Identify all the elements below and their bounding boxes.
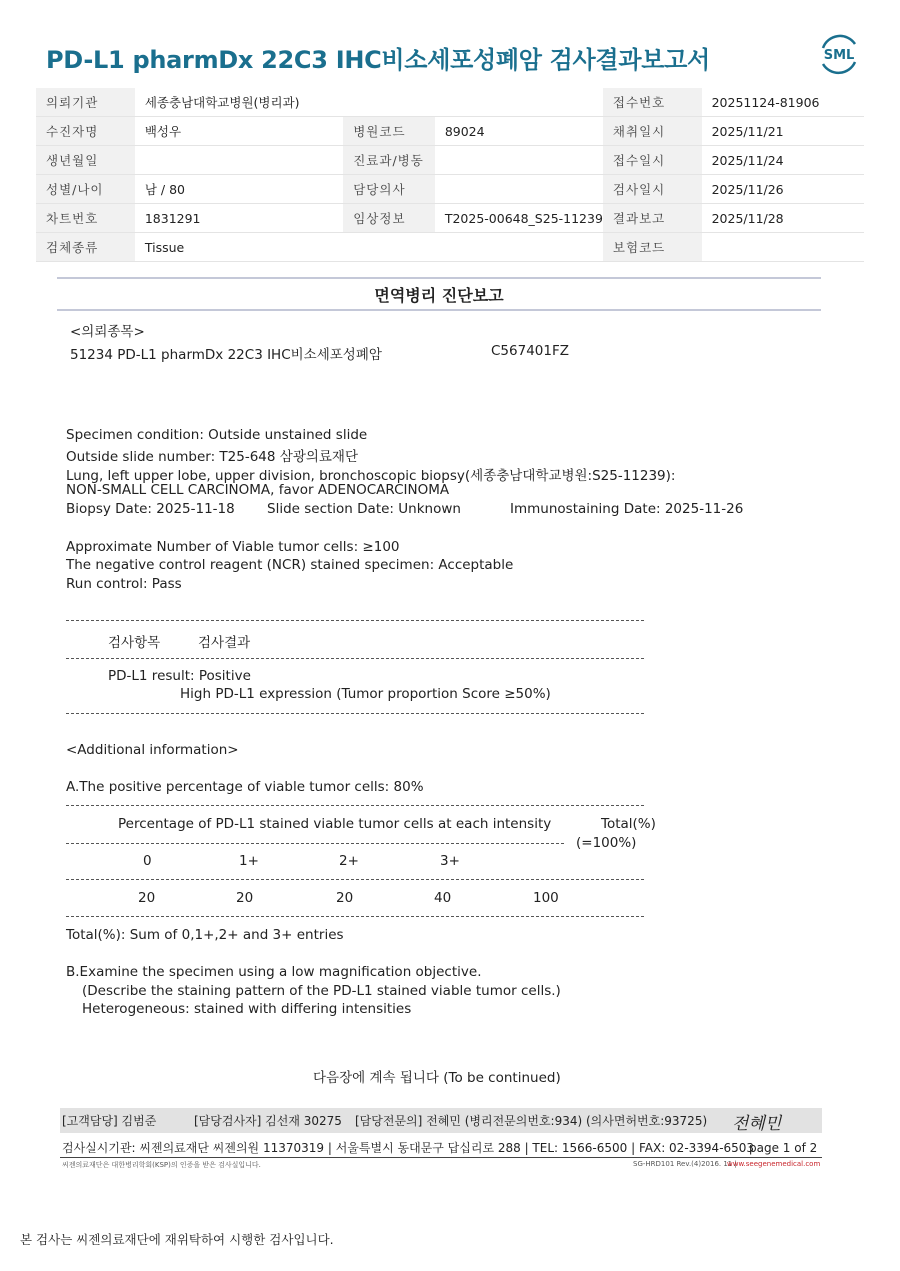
info-row — [36, 204, 864, 233]
info-value — [435, 146, 603, 175]
info-label: 결과보고 — [603, 204, 702, 233]
info-row — [36, 233, 864, 262]
info-value: 1831291 — [135, 204, 343, 233]
info-value: 2025/11/21 — [702, 117, 864, 146]
b-title: B.Examine the specimen using a low magnification objective. — [66, 964, 482, 980]
section-title: 면역병리 진단보고 — [374, 286, 504, 305]
info-value: 남 / 80 — [135, 175, 343, 204]
additional-label: <Additional information> — [66, 742, 239, 758]
dashed-rule — [66, 916, 644, 917]
biopsy-date: Biopsy Date: 2025-11-18 — [66, 501, 235, 517]
qc-line: Run control: Pass — [66, 576, 182, 592]
info-row — [36, 175, 864, 204]
intensity-value: 20 — [336, 890, 354, 906]
dashed-rule — [66, 658, 644, 659]
info-value: T2025-00648_S25-11239 — [435, 204, 603, 233]
continued-note: 다음장에 계속 됩니다 (To be continued) — [313, 1070, 561, 1086]
info-value: 2025/11/24 — [702, 146, 864, 175]
info-value: 세종충남대학교병원(병리과) — [135, 88, 343, 117]
section-bottom-rule — [57, 309, 821, 311]
order-label: <의뢰종목> — [70, 324, 145, 340]
info-label: 검사일시 — [603, 175, 702, 204]
info-label: 담당의사 — [343, 175, 435, 204]
info-value — [435, 233, 603, 262]
info-label — [343, 233, 435, 262]
info-row — [36, 146, 864, 175]
info-label: 의뢰기관 — [36, 88, 135, 117]
intensity-header: Percentage of PD-L1 stained viable tumor cells at each intensity — [118, 816, 552, 832]
report-title: PD-L1 pharmDx 22C3 IHC비소세포성폐암 검사결과보고서 — [46, 46, 710, 74]
bottom-note: 본 검사는 씨젠의료재단에 재위탁하여 시행한 검사입니다. — [20, 1232, 334, 1247]
intensity-value: 20 — [236, 890, 254, 906]
info-value — [135, 146, 343, 175]
logo-text: SML — [823, 48, 855, 63]
customer-contact: [고객담당] 김범준 — [62, 1114, 157, 1128]
qc-line: Approximate Number of Viable tumor cells: ≥100 — [66, 539, 400, 555]
info-value — [702, 233, 864, 262]
intensity-total: 100 — [533, 890, 559, 906]
info-label: 차트번호 — [36, 204, 135, 233]
staff-bar — [60, 1108, 822, 1133]
info-label: 진료과/병동 — [343, 146, 435, 175]
total-header: Total(%) — [601, 816, 656, 832]
b-line: (Describe the staining pattern of the PD-L1 stained viable tumor cells.) — [82, 983, 561, 999]
info-value: 2025/11/26 — [702, 175, 864, 204]
result-header-result: 검사결과 — [198, 635, 251, 651]
info-value: Tissue — [135, 233, 343, 262]
footer-rule — [60, 1157, 822, 1158]
specimen-line: NON-SMALL CELL CARCINOMA, favor ADENOCARCINOMA — [66, 482, 450, 498]
info-label — [343, 88, 435, 117]
info-value — [435, 88, 603, 117]
info-label: 임상정보 — [343, 204, 435, 233]
intensity-label: 2+ — [339, 853, 359, 869]
result-line: PD-L1 result: Positive — [108, 668, 251, 684]
order-item: 51234 PD-L1 pharmDx 22C3 IHC비소세포성폐암 — [70, 347, 382, 363]
form-code: SG-HRD101 Rev.(4)2016. 11 | — [633, 1160, 737, 1168]
slide-date: Slide section Date: Unknown — [267, 501, 461, 517]
intensity-value: 20 — [138, 890, 156, 906]
specialist: [담당전문의] 전혜민 (병리전문의번호:934) (의사면허번호:93725) — [355, 1114, 708, 1128]
intensity-label: 1+ — [239, 853, 259, 869]
result-header-item: 검사항목 — [108, 635, 161, 651]
section-top-rule — [57, 277, 821, 279]
website-link[interactable]: www.seegenemedical.com — [727, 1160, 821, 1168]
info-label: 접수번호 — [603, 88, 702, 117]
info-label: 접수일시 — [603, 146, 702, 175]
info-label: 채취일시 — [603, 117, 702, 146]
intensity-label: 3+ — [440, 853, 460, 869]
dashed-rule — [66, 620, 644, 621]
info-label: 수진자명 — [36, 117, 135, 146]
order-code: C567401FZ — [491, 343, 569, 359]
dashed-rule — [66, 713, 644, 714]
info-value: 2025/11/28 — [702, 204, 864, 233]
specimen-line: Outside slide number: T25-648 삼광의료재단 — [66, 449, 359, 465]
sml-logo — [815, 30, 863, 78]
result-line: High PD-L1 expression (Tumor proportion Score ≥50%) — [180, 686, 551, 702]
a-title: A.The positive percentage of viable tumor cells: 80% — [66, 779, 424, 795]
intensity-value: 40 — [434, 890, 452, 906]
dashed-rule — [66, 805, 644, 806]
dashed-rule — [66, 843, 564, 844]
info-row — [36, 88, 864, 117]
info-label: 병원코드 — [343, 117, 435, 146]
info-label: 보험코드 — [603, 233, 702, 262]
info-label: 성별/나이 — [36, 175, 135, 204]
total-note: Total(%): Sum of 0,1+,2+ and 3+ entries — [66, 927, 344, 943]
info-row — [36, 117, 864, 146]
cert-note: 씨젠의료재단은 대한병리학회(KSP)의 인증을 받은 검사실입니다. — [62, 1161, 261, 1169]
total-sub: (=100%) — [576, 835, 637, 851]
info-label: 생년월일 — [36, 146, 135, 175]
specimen-line: Specimen condition: Outside unstained slide — [66, 427, 368, 443]
intensity-label: 0 — [143, 853, 152, 869]
tester: [담당검사자] 김선재 30275 — [194, 1114, 342, 1128]
info-value: 20251124-81906 — [702, 88, 864, 117]
dashed-rule — [66, 879, 644, 880]
institution-info: 검사실시기관: 씨젠의료재단 씨젠의원 11370319 | 서울특별시 동대문구 답십리로 288 | TEL: 1566-6500 | FAX: 02-3394-6503 — [62, 1141, 755, 1155]
patient-info-table — [36, 88, 864, 262]
signature: 전혜민 — [732, 1114, 782, 1134]
page-number: page 1 of 2 — [749, 1141, 818, 1155]
immuno-date: Immunostaining Date: 2025-11-26 — [510, 501, 744, 517]
b-line: Heterogeneous: stained with differing intensities — [82, 1001, 412, 1017]
info-value — [435, 175, 603, 204]
info-label: 검체종류 — [36, 233, 135, 262]
info-value: 백성우 — [135, 117, 343, 146]
specimen-line: Lung, left upper lobe, upper division, bronchoscopic biopsy(세종충남대학교병원:S25-11239): — [66, 468, 676, 484]
info-value: 89024 — [435, 117, 603, 146]
qc-line: The negative control reagent (NCR) stained specimen: Acceptable — [66, 557, 514, 573]
